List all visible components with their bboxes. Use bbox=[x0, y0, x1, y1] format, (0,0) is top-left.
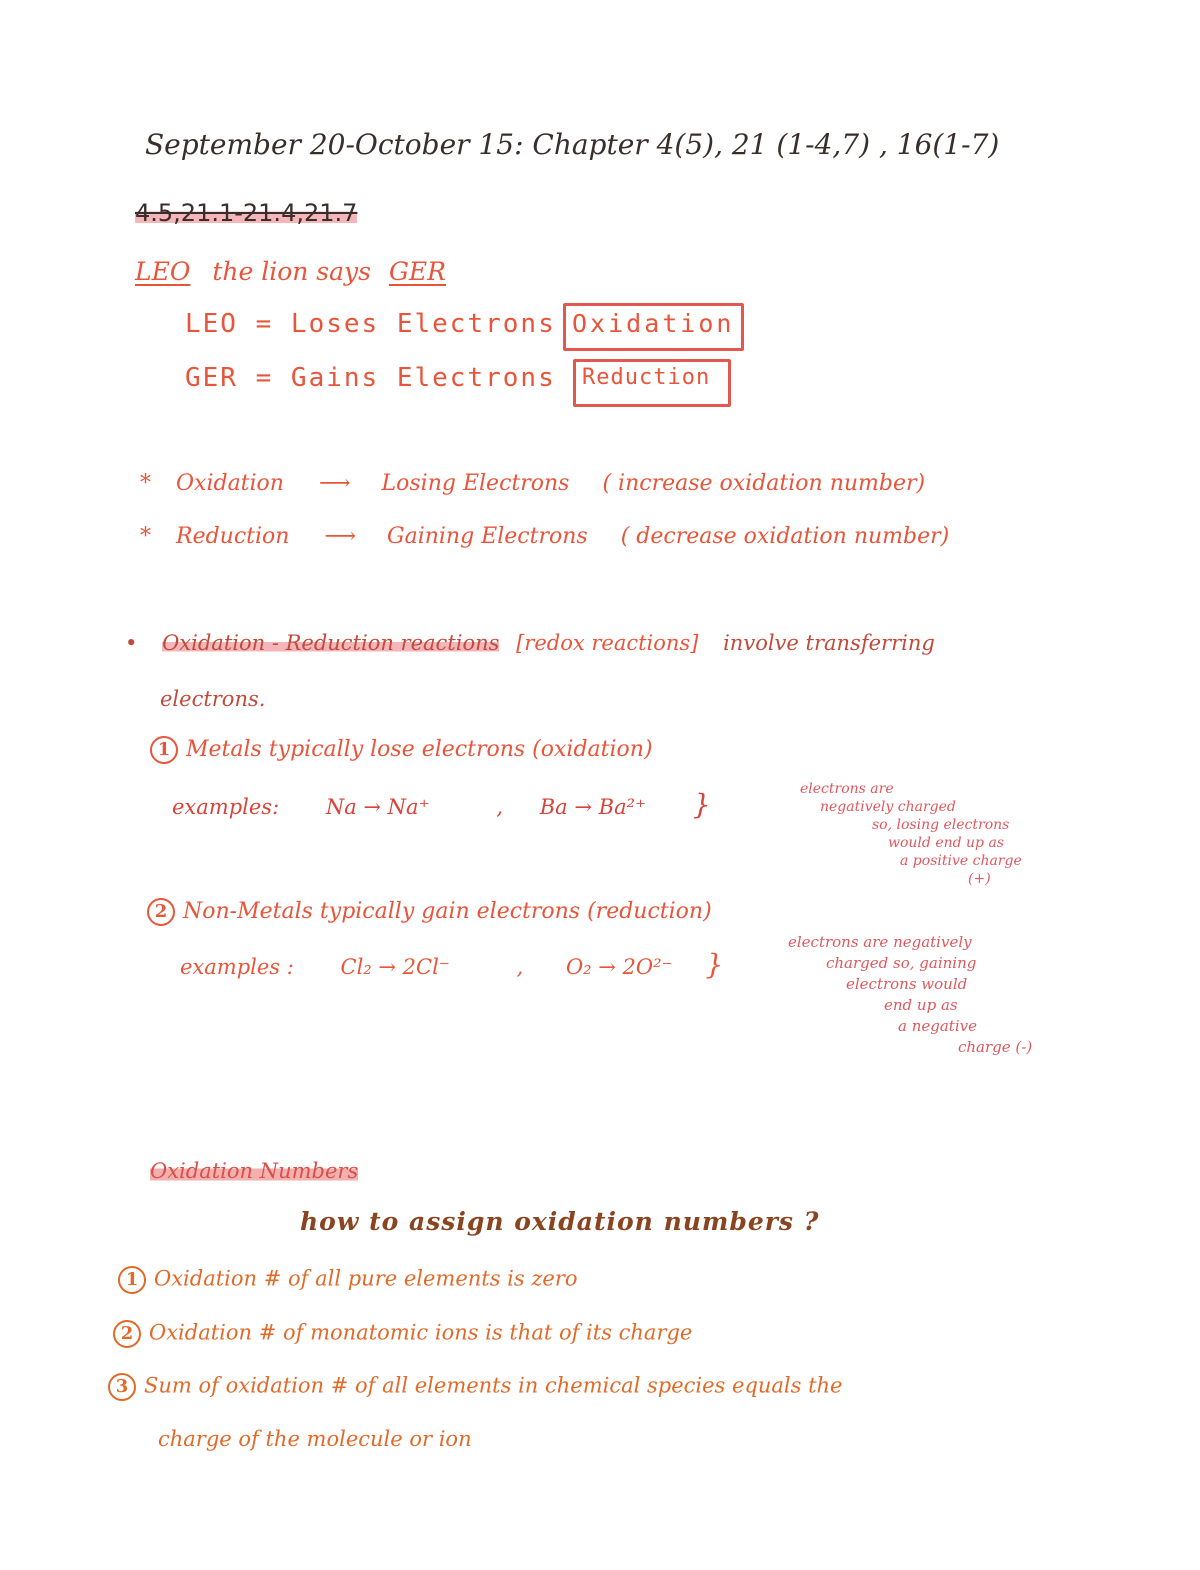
mnemonic-leo: LEO bbox=[135, 257, 191, 286]
reduction-box-label: Reduction bbox=[582, 365, 711, 390]
page-title: September 20-October 15: Chapter 4(5), 21 (1-4,7) , 16(1-7) bbox=[145, 128, 1000, 161]
side-note-line: a positive charge bbox=[900, 853, 1022, 869]
redox-bracket: [redox reactions] bbox=[516, 631, 699, 655]
side-note-line: would end up as bbox=[888, 835, 1004, 851]
redox-rest: involve transferring bbox=[723, 631, 935, 655]
metals-example-2: Ba → Ba²⁺ bbox=[539, 795, 647, 819]
ox-rule-3 bbox=[108, 1373, 843, 1401]
redox-heading: Oxidation - Reduction reactions bbox=[162, 631, 500, 655]
brace-icon: } bbox=[692, 788, 711, 821]
definition-reduction bbox=[140, 525, 949, 549]
metals-examples bbox=[172, 790, 711, 821]
definition-oxidation bbox=[140, 472, 925, 496]
mnemonic-middle: the lion says bbox=[212, 257, 371, 286]
circled-number: 2 bbox=[113, 1320, 141, 1348]
oxidation-box-label: Oxidation bbox=[572, 309, 735, 338]
ox-rule-2 bbox=[113, 1320, 692, 1348]
side-note-line: (+) bbox=[968, 871, 991, 887]
section-list bbox=[135, 200, 357, 226]
examples-label: examples : bbox=[180, 955, 294, 979]
mnemonic-ger: GER bbox=[388, 257, 446, 286]
side-note-line: charged so, gaining bbox=[826, 954, 977, 972]
metals-text: Metals typically lose electrons (oxidation) bbox=[186, 737, 653, 762]
metals-example-1: Na → Na⁺ bbox=[325, 795, 430, 819]
definition-term: Oxidation bbox=[176, 471, 284, 496]
circled-number: 3 bbox=[108, 1373, 136, 1401]
ox-numbers-heading bbox=[150, 1160, 358, 1183]
metals-side-note bbox=[800, 780, 1022, 888]
nonmetals-text: Non-Metals typically gain electrons (reduction) bbox=[183, 899, 712, 924]
nonmetals-example-1: Cl₂ → 2Cl⁻ bbox=[340, 955, 450, 979]
circled-number: 2 bbox=[147, 898, 175, 926]
leo-ger-mnemonic bbox=[135, 258, 446, 286]
side-note-line: a negative bbox=[898, 1017, 977, 1035]
arrow-icon: ⟶ bbox=[318, 471, 351, 496]
definition-note: ( decrease oxidation number) bbox=[620, 524, 950, 549]
metals-separator: , bbox=[496, 795, 504, 819]
ox-numbers-heading-text: Oxidation Numbers bbox=[150, 1159, 359, 1183]
definition-meaning: Losing Electrons bbox=[381, 471, 570, 496]
redox-line bbox=[125, 632, 935, 655]
ox-numbers-question: how to assign oxidation numbers ? bbox=[300, 1207, 820, 1236]
nonmetals-examples bbox=[180, 950, 723, 981]
side-note-line: charge (-) bbox=[958, 1038, 1033, 1056]
nonmetals-rule bbox=[147, 898, 712, 926]
definition-meaning: Gaining Electrons bbox=[387, 524, 588, 549]
ox-rule-1 bbox=[118, 1266, 578, 1294]
ger-definition: GER = Gains Electrons bbox=[185, 363, 556, 393]
leo-definition: LEO = Loses Electrons bbox=[185, 309, 556, 339]
nonmetals-example-2: O₂ → 2O²⁻ bbox=[565, 955, 673, 979]
section-list-text: 4.5,21.1-21.4,21.7 bbox=[135, 199, 358, 227]
side-note-line: end up as bbox=[884, 996, 958, 1014]
definition-note: ( increase oxidation number) bbox=[602, 471, 926, 496]
nonmetals-separator: , bbox=[516, 955, 524, 979]
side-note-line: so, losing electrons bbox=[872, 817, 1010, 833]
circled-number: 1 bbox=[118, 1266, 146, 1294]
side-note-line: negatively charged bbox=[820, 799, 956, 815]
examples-label: examples: bbox=[172, 795, 280, 819]
arrow-icon: ⟶ bbox=[324, 524, 356, 549]
side-note-line: electrons would bbox=[846, 975, 968, 993]
brace-icon: } bbox=[705, 948, 724, 981]
metals-rule bbox=[150, 736, 653, 764]
nonmetals-side-note bbox=[788, 932, 1032, 1058]
redox-continuation: electrons. bbox=[160, 687, 266, 711]
bullet-star: * bbox=[140, 471, 151, 496]
rule-text: Oxidation # of monatomic ions is that of its charge bbox=[149, 1320, 693, 1345]
circled-number: 1 bbox=[150, 736, 178, 764]
side-note-line: electrons are bbox=[800, 781, 894, 797]
side-note-line: electrons are negatively bbox=[788, 933, 972, 951]
rule-text: Oxidation # of all pure elements is zero bbox=[154, 1266, 578, 1291]
rule-text: Sum of oxidation # of all elements in chemical species equals the bbox=[144, 1373, 843, 1398]
ox-rule-3-continuation: charge of the molecule or ion bbox=[158, 1427, 472, 1451]
definition-term: Reduction bbox=[176, 524, 290, 549]
bullet-dot: • bbox=[125, 631, 138, 655]
bullet-star: * bbox=[140, 524, 151, 549]
